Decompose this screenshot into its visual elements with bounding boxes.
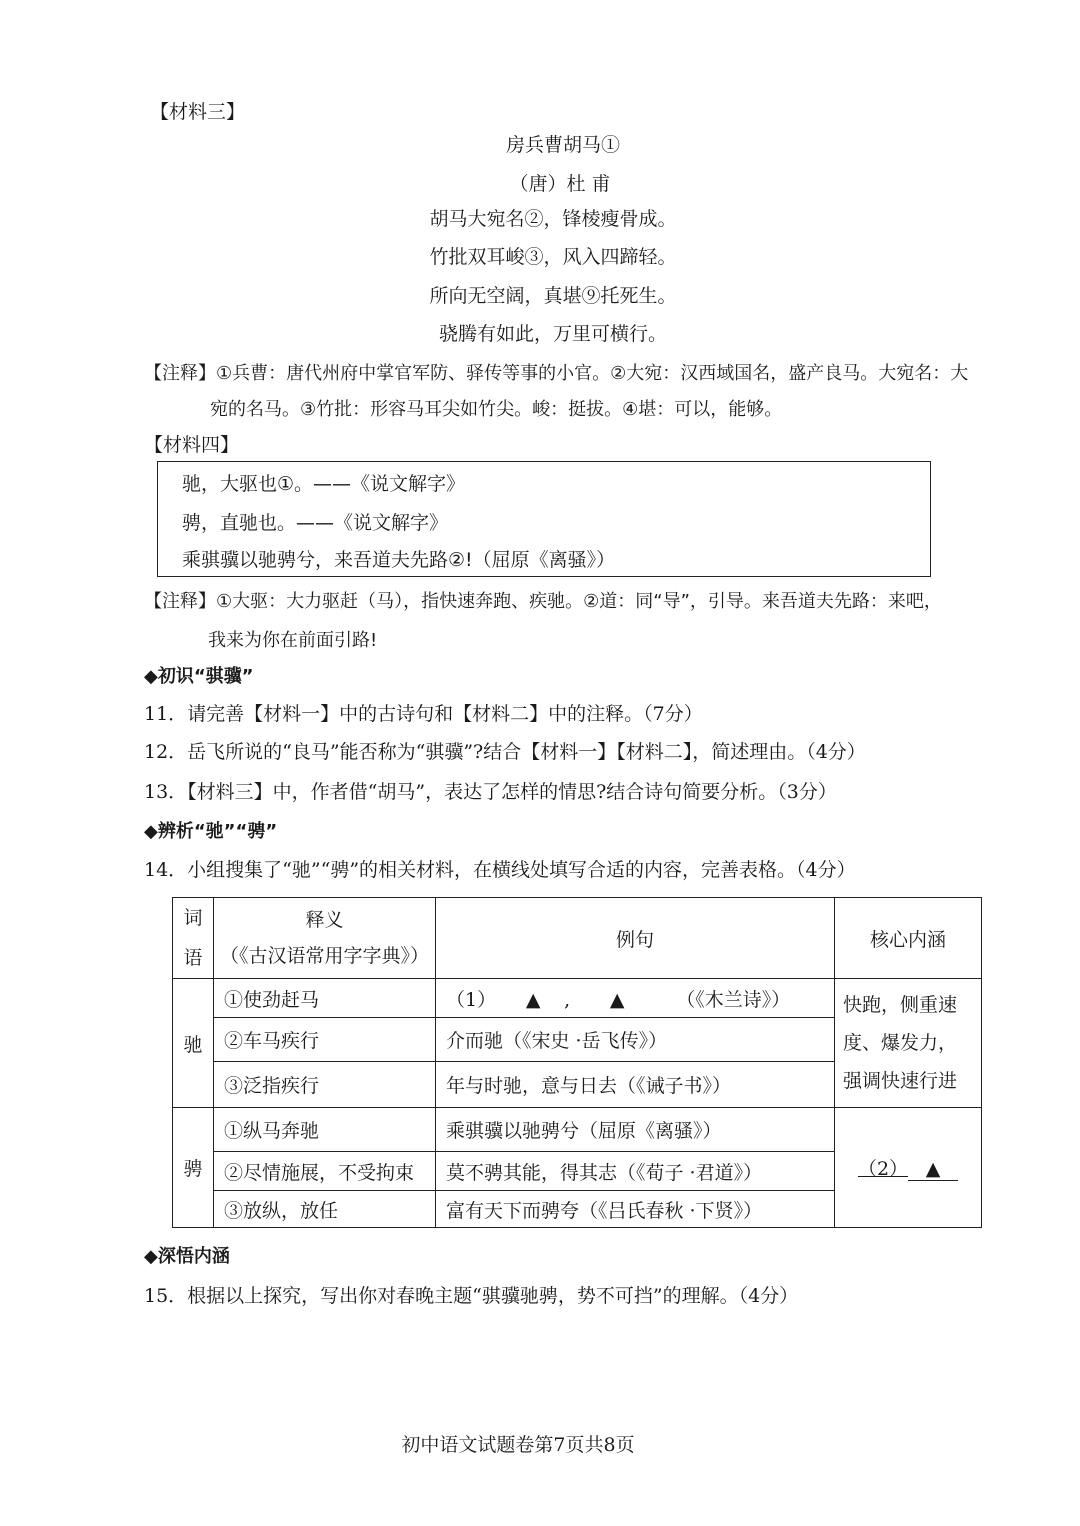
section-heading: ◆深悟内涵 (144, 1246, 230, 1267)
material4-box-line: 骋，直驰也。——《说文解字》 (182, 512, 449, 534)
example-cell: 莫不骋其能，得其志（《荀子 ·君道》） (436, 1152, 835, 1191)
definition-cell: ③泛指疾行 (214, 1062, 436, 1108)
blank-2[interactable]: ▲ (609, 988, 625, 1011)
table-row (173, 979, 982, 1018)
question-13: 13．【材料三】中，作者借“胡马”，表达了怎样的情思?结合诗句简要分析。（3分） (144, 781, 837, 803)
example-cell: 乘骐骥以驰骋兮（屈原《离骚》） (436, 1108, 835, 1152)
material3-note-2: 宛的名马。③竹批：形容马耳尖如竹尖。峻：挺拔。④堪：可以，能够。 (210, 399, 783, 420)
question-14: 14．小组搜集了“驰”“骋”的相关材料，在横线处填写合适的内容，完善表格。（4分） (144, 859, 856, 881)
word-table (172, 897, 982, 1228)
poem-line: 骁腾有如此，万里可横行。 (438, 323, 667, 345)
example-cell: （1） ▲ , ▲ （《木兰诗》） (436, 979, 835, 1018)
poem-author: （唐）杜 甫 (509, 173, 611, 195)
blank-1[interactable]: ▲ (525, 988, 541, 1011)
header-definition: 释义 （《古汉语常用字字典》） (214, 898, 436, 979)
poem-line: 胡马大宛名②，锋棱瘦骨成。 (429, 208, 677, 230)
header-example: 例句 (436, 898, 835, 979)
core-cell-cheng: （2） ▲ (835, 1108, 982, 1228)
word-cell-cheng: 骋 (173, 1108, 214, 1228)
blank-3[interactable]: ▲ (908, 1158, 958, 1181)
header-core: 核心内涵 (835, 898, 982, 979)
word-cell-chi: 驰 (173, 979, 214, 1108)
material4-label: 【材料四】 (144, 434, 240, 456)
definition-cell: ②车马疾行 (214, 1018, 436, 1062)
definition-cell: ②尽情施展，不受拘束 (214, 1152, 436, 1191)
example-cell: 介而驰（《宋史 ·岳飞传》） (436, 1018, 835, 1062)
question-11: 11．请完善【材料一】中的古诗句和【材料二】中的注释。（7分） (144, 703, 703, 725)
table-row (173, 1108, 982, 1152)
material4-box-line: 乘骐骥以驰骋兮，来吾道夫先路②!（屈原《离骚》） (182, 549, 616, 571)
material3-label: 【材料三】 (150, 101, 246, 123)
question-15: 15．根据以上探究，写出你对春晚主题“骐骥驰骋，势不可挡”的理解。（4分） (144, 1285, 799, 1307)
material3-note-1: 【注释】①兵曹：唐代州府中掌官军防、驿传等事的小官。②大宛：汉西域国名，盛产良马。大宛名：大 (144, 363, 969, 384)
poem-title: 房兵曹胡马① (505, 134, 620, 156)
table-header-row (173, 898, 982, 979)
definition-cell: ①纵马奔驰 (214, 1108, 436, 1152)
question-12: 12．岳飞所说的“良马”能否称为“骐骥”?结合【材料一】【材料二】，简述理由。（4分） (144, 741, 866, 763)
page-footer: 初中语文试题卷第7页共8页 (401, 1434, 635, 1456)
poem-line: 竹批双耳峻③，风入四蹄轻。 (429, 246, 677, 268)
material4-box-line: 驰，大驱也①。——《说文解字》 (182, 473, 466, 495)
header-word: 词 语 (173, 898, 214, 979)
poem-line: 所向无空阔，真堪⑨托死生。 (429, 285, 677, 307)
section-heading: ◆辨析“驰”“骋” (144, 821, 278, 842)
example-cell: 年与时驰，意与日去（《诫子书》） (436, 1062, 835, 1108)
section-heading: ◆初识“骐骥” (144, 666, 254, 687)
material4-note-2: 我来为你在前面引路! (208, 630, 378, 651)
example-cell: 富有天下而骋夸（《吕氏春秋 ·下贤》） (436, 1191, 835, 1228)
core-cell-chi: 快跑，侧重速 度、爆发力， 强调快速行进 (835, 979, 982, 1108)
material4-note-1: 【注释】①大驱：大力驱赶（马），指快速奔跑、疾驰。②道：同“导”，引导。来吾道夫先路：来吧， (144, 591, 942, 612)
definition-cell: ③放纵，放任 (214, 1191, 436, 1228)
definition-cell: ①使劲赶马 (214, 979, 436, 1018)
